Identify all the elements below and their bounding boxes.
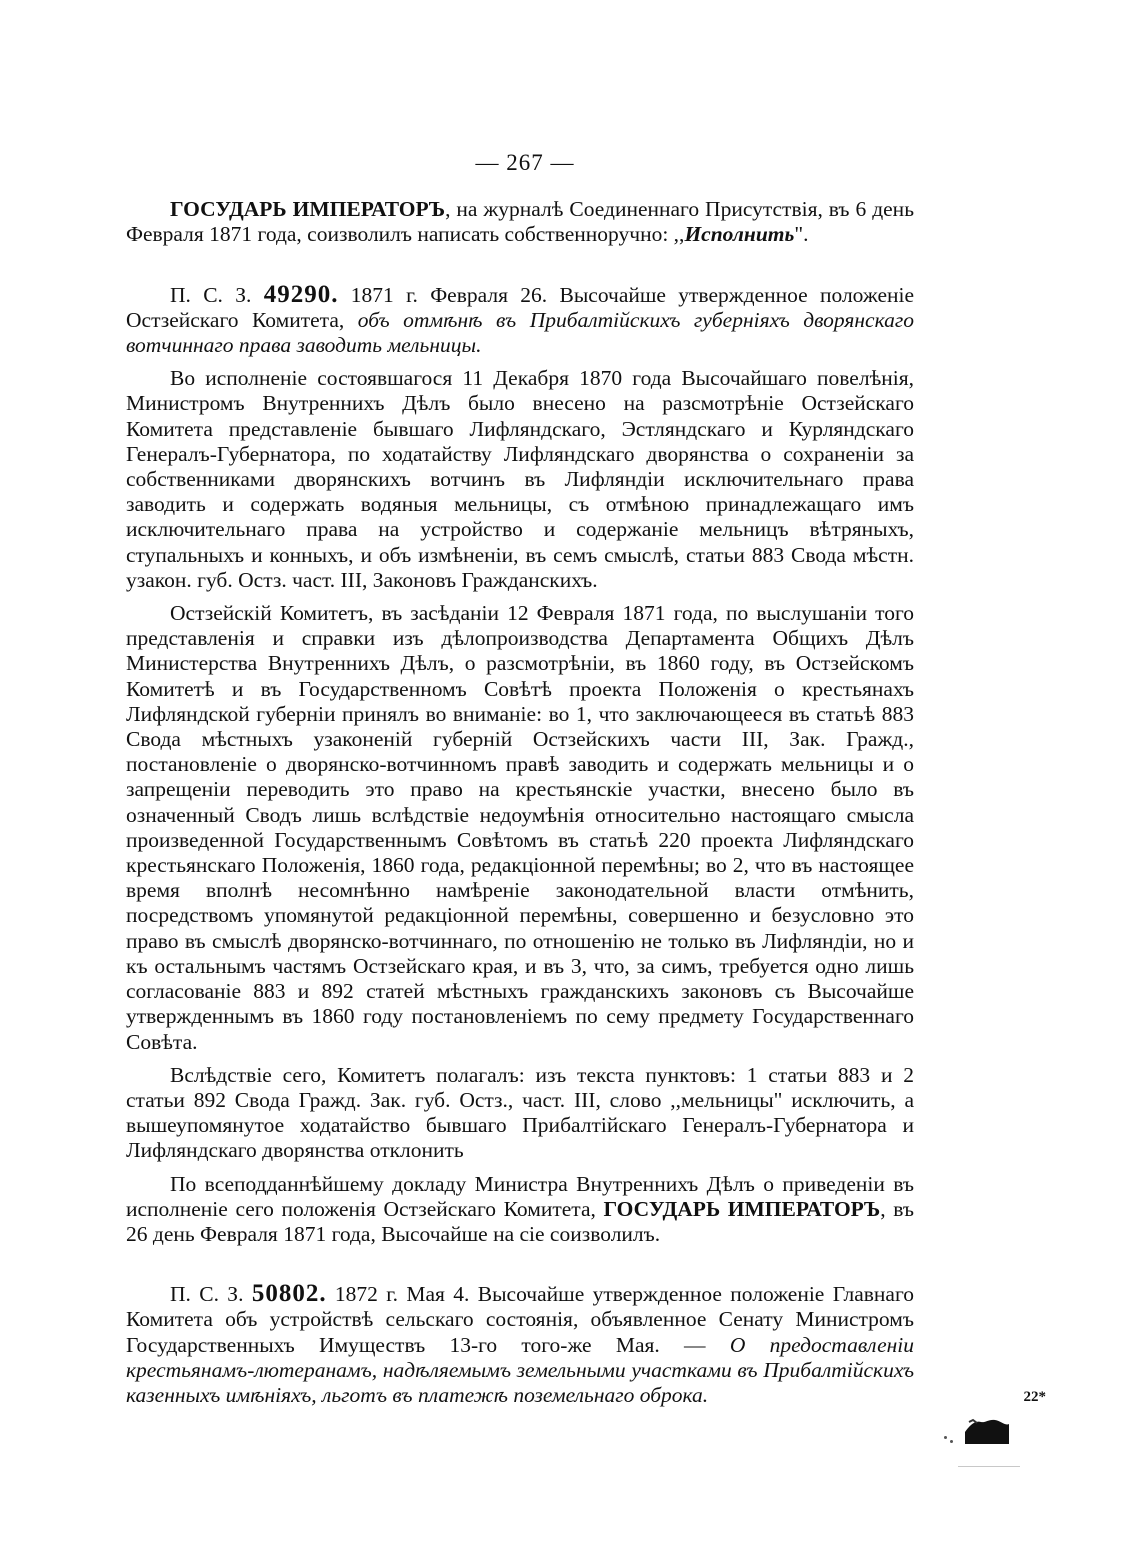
- scan-line: [958, 1466, 1020, 1467]
- intro-text: , на журналѣ Соединеннаго Присутствія, въ 6 день Февраля 1871 года, соизволилъ написать собственноручно: ,,: [126, 197, 914, 247]
- entry-1-ref-prefix: П. С. З.: [170, 282, 252, 307]
- entry-2-ref-prefix: П. С. З.: [170, 1282, 244, 1307]
- entry-1-closing-a: По всеподданнѣйшему докладу Министра Внутреннихъ Дѣлъ о приведеніи въ исполненіе сего положенія Остзейскаго Комитета,: [126, 1171, 914, 1221]
- entry-1-header-text: 1871 г. Февраля 26. Высочайше утвержденное положеніе Остзейскаго Комитета,: [126, 282, 915, 332]
- entry-2-header: [126, 1281, 914, 1408]
- entry-2-header-text: 1872 г. Мая 4. Высочайше утвержденное положеніе Главнаго Комитета объ устройствѣ сельскаго состоянія, объявленное Сенату Министромъ Государственныхъ Имуществъ 13-го того-же Мая. —: [126, 1282, 915, 1357]
- intro-emperor: ГОСУДАРЬ ИМПЕРАТОРЪ: [170, 197, 446, 222]
- document-page: [126, 150, 914, 1408]
- entry-2-header-italic: О предоставленіи крестьянамъ-лютеранамъ, надѣляемымъ земельными участками въ Прибалтійскихъ казенныхъ имѣніяхъ, льготъ въ платежѣ поземельнаго оброка.: [126, 1332, 914, 1407]
- entry-2-ref-number: 50802.: [251, 1280, 327, 1308]
- entry-1-paragraph-3: Вслѣдствіе сего, Комитетъ полагалъ: изъ текста пунктовъ: 1 статьи 883 и 2 статьи 892 Свода Гражд. Зак. губ. Остз., част. III, слово ,,мельницы" исключить, а вышеупомянутое ходатайство бывшаго Прибалтійскаго Генералъ-Губернатора и Лифляндскаго дворянства отклонить: [126, 1062, 914, 1163]
- entry-1-closing-c: , въ 26 день Февраля 1871 года, Высочайше на сіе соизволилъ.: [126, 1196, 915, 1246]
- scan-dot: [944, 1436, 947, 1439]
- entry-1-closing: [126, 1172, 914, 1248]
- page-number: — 267 —: [475, 150, 575, 175]
- intro-end: ".: [794, 222, 809, 247]
- entry-1-header: [126, 282, 914, 359]
- intro-paragraph: [126, 197, 914, 247]
- intro-resolution: Исполнить: [684, 222, 795, 247]
- entry-1-paragraph-2: Остзейскій Комитетъ, въ засѣданіи 12 Февраля 1871 года, по выслушаніи того представленія и справки изъ дѣлопроизводства Департамента Общихъ Дѣлъ Министерства Внутреннихъ Дѣлъ, о разсмотрѣніи, въ 1860 году, въ Остзейскомъ Комитетѣ и въ Государственномъ Совѣтѣ проекта Положенія о крестьянахъ Лифляндской губерніи принялъ во вниманіе: во 1, что заключающееся въ статьѣ 883 Свода мѣстныхъ узаконеній губерній Остзейскихъ части III, Зак. Гражд., постановленіе о дворянско-вотчинномъ правѣ заводить и содержать мельницы и о запрещеніи переводить это право на крестьянскіе участки, внесено было въ означенный Сводъ лишь вслѣдствіе недоумѣнія относительно настоящаго смысла произведенной Государственнымъ Совѣтомъ въ статьѣ 220 проекта Лифляндскаго крестьянскаго Положенія, 1860 года, редакціонной перемѣны; во 2, что въ настоящее время вполнѣ несомнѣнно намѣреніе законодательной власти отмѣнить, посредствомъ упомянутой редакціонной перемѣны, совершенно и безусловно это право въ смыслѣ дворянско-вотчиннаго, по отношенію не только въ Лифляндіи, но и къ остальнымъ частямъ Остзейскаго края, и въ 3, что, за симъ, требуется одно лишь согласованіе 883 и 892 статей мѣстныхъ гражданскихъ законовъ съ Высочайше утвержденнымъ въ 1860 году постановленіемъ по сему предмету Государственнаго Совѣта.: [126, 601, 914, 1054]
- scan-artifact-icon: [955, 1410, 1011, 1444]
- entry-1-header-italic: объ отмѣнѣ въ Прибалтійскихъ губерніяхъ дворянскаго вотчиннаго права заводить мельницы.: [126, 307, 915, 358]
- signature-mark: 22*: [1023, 1389, 1046, 1405]
- entry-1-paragraph-1: Во исполненіе состоявшагося 11 Декабря 1870 года Высочайшаго повелѣнія, Министромъ Внутреннихъ Дѣлъ было внесено на разсмотрѣніе Остзейскаго Комитета представленіе бывшаго Лифляндскаго, Эстляндскаго и Курляндскаго Генералъ-Губернатора, по ходатайству Лифляндскаго дворянства о сохраненіи за собственниками дворянскихъ вотчинъ въ Лифляндіи исключительнаго права заводить и содержать водяныя мельницы, съ отмѣною принадлежащаго имъ исключительнаго права на устройство и содержаніе мельницъ вѣтряныхъ, ступальныхъ и конныхъ, и объ измѣненіи, въ семъ смыслѣ, статьи 883 Свода мѣстн. узакон. губ. Остз. част. III, Законовъ Гражданскихъ.: [126, 366, 914, 592]
- entry-1-ref-number: 49290.: [263, 280, 339, 308]
- entry-1-closing-emperor: ГОСУДАРЬ ИМПЕРАТОРЪ: [603, 1196, 881, 1221]
- scan-dot: [950, 1440, 953, 1443]
